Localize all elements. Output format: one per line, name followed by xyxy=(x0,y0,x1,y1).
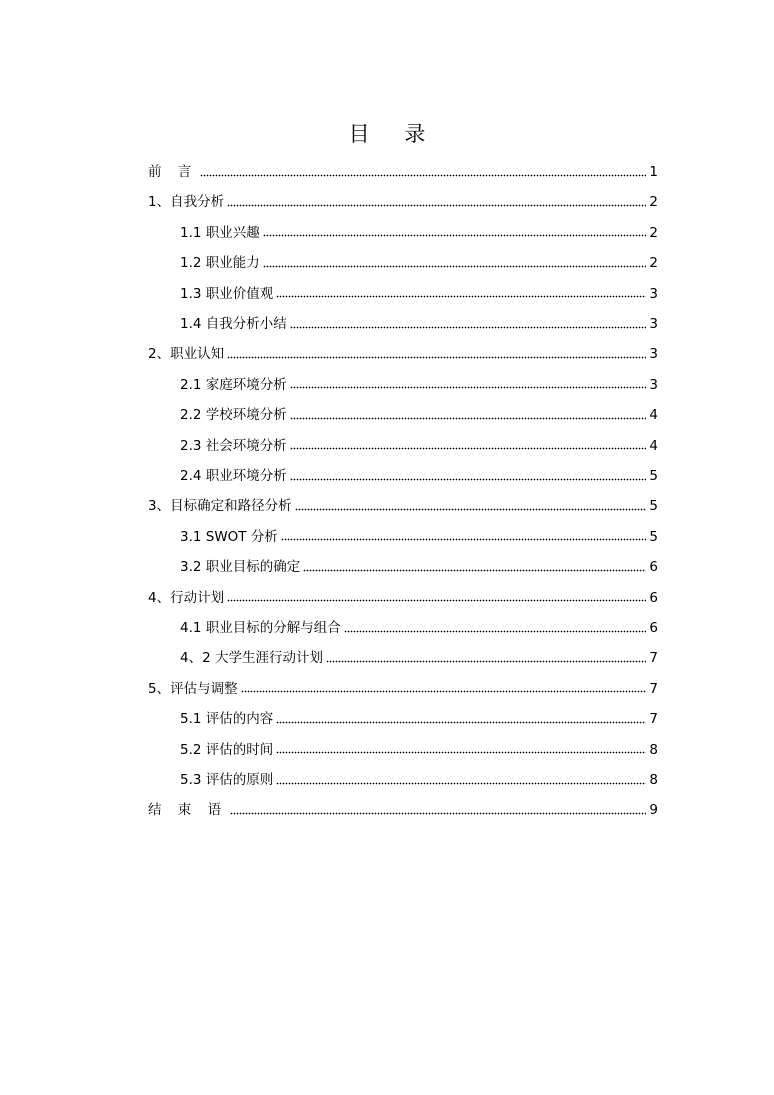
toc-entry-page-number: 9 xyxy=(649,802,658,819)
toc-entry[interactable] xyxy=(180,248,658,272)
page-title: 目 录 xyxy=(348,122,440,146)
toc-dot-leader xyxy=(276,295,646,299)
toc-entry-label: 2、职业认知 xyxy=(148,346,225,363)
toc-entry-page-number: 4 xyxy=(649,407,658,424)
toc-entry-page-number: 8 xyxy=(649,741,658,758)
toc-dot-leader xyxy=(290,386,647,390)
toc-entry-label: 3、目标确定和路径分析 xyxy=(148,498,292,515)
toc-entry-label: 2.2 学校环境分析 xyxy=(180,407,287,424)
toc-entry-label: 5.1 评估的内容 xyxy=(180,711,274,728)
toc-dot-leader xyxy=(276,720,646,724)
toc-entry-label: 5.3 评估的原则 xyxy=(180,772,274,788)
toc-entry[interactable] xyxy=(148,583,658,607)
toc-dot-leader xyxy=(227,355,646,359)
toc-dot-leader xyxy=(230,811,646,815)
toc-entry[interactable] xyxy=(148,339,658,363)
toc-entry-page-number: 6 xyxy=(649,589,658,606)
toc-dot-leader xyxy=(290,447,647,451)
toc-entry-label: 3.1 SWOT 分析 xyxy=(180,528,278,545)
toc-entry-label: 4、2 大学生涯行动计划 xyxy=(180,650,323,667)
toc-entry[interactable] xyxy=(148,795,658,819)
toc-dot-leader xyxy=(281,538,647,542)
toc-entry-page-number: 3 xyxy=(649,316,658,332)
toc-entry[interactable] xyxy=(180,613,658,637)
toc-dot-leader xyxy=(276,751,646,755)
toc-entry[interactable] xyxy=(148,187,658,211)
toc-entry[interactable] xyxy=(148,157,658,181)
toc-entry[interactable] xyxy=(148,491,658,515)
toc-entry-label: 结 束 语 xyxy=(148,802,228,819)
toc-entry-page-number: 6 xyxy=(649,559,658,576)
toc-entry-page-number: 5 xyxy=(649,498,658,515)
toc-entry[interactable] xyxy=(180,370,658,394)
toc-entry-page-number: 4 xyxy=(649,437,658,454)
toc-dot-leader xyxy=(290,325,647,329)
toc-entry-page-number: 6 xyxy=(649,620,658,636)
toc-entry[interactable] xyxy=(180,218,658,242)
toc-dot-leader xyxy=(263,234,647,238)
toc-entry-label: 1.2 职业能力 xyxy=(180,255,260,272)
toc-entry-label: 前 言 xyxy=(148,164,198,180)
toc-entry-page-number: 3 xyxy=(649,346,658,363)
toc-entry-page-number: 2 xyxy=(649,194,658,211)
toc-entry-page-number: 5 xyxy=(649,528,658,545)
toc-entry[interactable] xyxy=(180,279,658,303)
toc-dot-leader xyxy=(303,568,646,572)
toc-entry-label: 1.3 职业价值观 xyxy=(180,285,274,302)
toc-entry-page-number: 5 xyxy=(649,468,658,484)
toc-dot-leader xyxy=(290,477,647,481)
toc-entry[interactable] xyxy=(148,674,658,698)
toc-entry[interactable] xyxy=(180,400,658,424)
toc-dot-leader xyxy=(241,690,647,694)
toc-entry-page-number: 7 xyxy=(649,680,658,697)
toc-entry[interactable] xyxy=(180,522,658,546)
toc-dot-leader xyxy=(227,599,646,603)
toc-entry-page-number: 3 xyxy=(649,285,658,302)
toc-entry-label: 2.1 家庭环境分析 xyxy=(180,376,287,393)
toc-entry-label: 3.2 职业目标的确定 xyxy=(180,559,301,576)
toc-entry-page-number: 7 xyxy=(649,711,658,728)
toc-entry-label: 2.3 社会环境分析 xyxy=(180,437,287,454)
toc-entry-page-number: 2 xyxy=(649,255,658,272)
toc-entry-label: 4、行动计划 xyxy=(148,589,225,606)
toc-entry-label: 2.4 职业环境分析 xyxy=(180,468,287,484)
toc-dot-leader xyxy=(276,781,646,785)
toc-entry-page-number: 2 xyxy=(649,224,658,241)
toc-entry-page-number: 7 xyxy=(649,650,658,667)
toc-entry-label: 1.4 自我分析小结 xyxy=(180,316,287,332)
toc-entry[interactable] xyxy=(180,735,658,759)
toc-entry-label: 5、评估与调整 xyxy=(148,680,238,697)
toc-entry[interactable] xyxy=(180,431,658,455)
toc-dot-leader xyxy=(326,659,646,663)
toc-dot-leader xyxy=(227,203,646,207)
toc-entry-page-number: 1 xyxy=(649,164,658,180)
toc-entry-label: 1、自我分析 xyxy=(148,194,225,211)
toc-dot-leader xyxy=(200,173,646,177)
toc-dot-leader xyxy=(263,264,647,268)
toc-dot-leader xyxy=(344,629,647,633)
toc-entry-label: 5.2 评估的时间 xyxy=(180,741,274,758)
toc-entry-page-number: 8 xyxy=(649,772,658,788)
toc-entry[interactable] xyxy=(180,704,658,728)
toc-entry[interactable] xyxy=(180,552,658,576)
toc-dot-leader xyxy=(290,416,647,420)
toc-entry-page-number: 3 xyxy=(649,376,658,393)
toc-entry[interactable] xyxy=(180,765,658,789)
toc-entry-label: 4.1 职业目标的分解与组合 xyxy=(180,620,341,636)
toc-dot-leader xyxy=(295,507,647,511)
toc-entry-label: 1.1 职业兴趣 xyxy=(180,224,260,241)
toc-entry[interactable] xyxy=(180,643,658,667)
toc-entry[interactable] xyxy=(180,309,658,333)
toc-entry[interactable] xyxy=(180,461,658,485)
